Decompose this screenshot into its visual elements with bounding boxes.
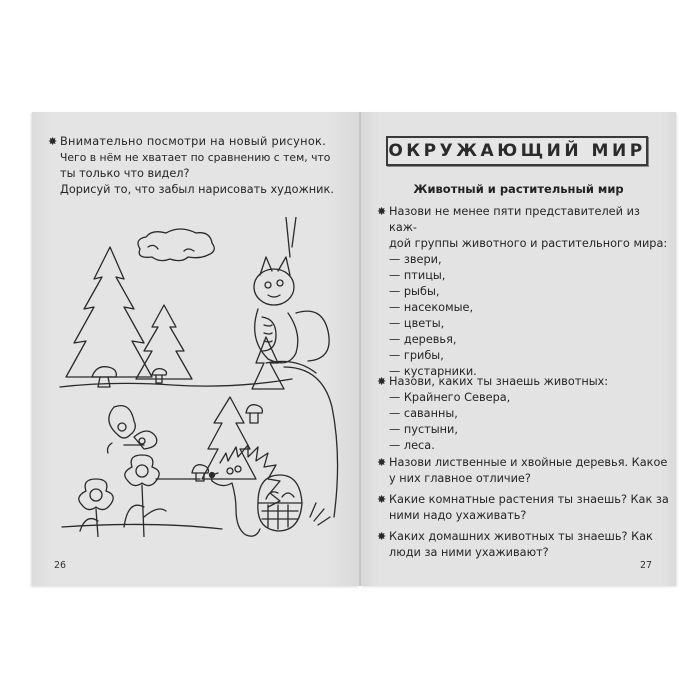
mushroom-icon (246, 405, 262, 423)
task-line: Дорисуй то, что забыл нарисовать художник. (60, 183, 334, 196)
task-name-representatives (377, 204, 669, 380)
fir-tree-icon (202, 397, 256, 479)
asterisk-star-icon: ✸ (48, 135, 58, 148)
list-item: — деревья, (389, 333, 457, 346)
mushroom-icon (152, 369, 167, 383)
left-page (32, 112, 359, 586)
task-line: у них главное отличие? (389, 472, 531, 485)
task-line: Каких домашних животных ты знаешь? Как (389, 530, 653, 543)
cloud-icon (138, 229, 214, 261)
task-line: ними надо ухаживать? (389, 509, 527, 522)
subtitle: Животный и растительный мир (413, 182, 624, 196)
list-item: — саванны, (389, 407, 458, 420)
forest-illustration (52, 217, 342, 537)
task-line: Чего в нём не хватает по сравнению с тем, что (60, 151, 331, 164)
asterisk-star-icon: ✸ (377, 530, 387, 543)
section-title: ОКРУЖАЮЩИЙ МИР (386, 136, 648, 166)
tree-trunk-icon (284, 217, 338, 517)
task-line: Какие комнатные растения ты знаешь? Как за (389, 493, 669, 506)
list-item: — леса. (389, 439, 435, 452)
group-list (389, 252, 669, 380)
list-item: — пустыни, (389, 423, 458, 436)
fir-tree-icon (136, 305, 192, 379)
right-page (361, 112, 676, 586)
page-number-left: 26 (54, 560, 67, 571)
list-item: — грибы, (389, 349, 444, 362)
fir-tree-icon (66, 247, 152, 377)
task-line: дой группы животного и растительного мира: (389, 237, 668, 250)
mushroom-basket-icon (258, 475, 302, 531)
task-pets (377, 529, 669, 561)
asterisk-star-icon: ✸ (377, 456, 387, 469)
list-item: — цветы, (389, 317, 445, 330)
open-workbook (32, 112, 676, 586)
squirrel-icon (254, 257, 329, 373)
asterisk-star-icon: ✸ (377, 205, 387, 218)
task-line: Назови, каких ты знаешь животных: (389, 375, 609, 388)
task-line: Назови лиственные и хвойные деревья. Какое (389, 456, 668, 469)
asterisk-star-icon: ✸ (377, 375, 387, 388)
habitat-list (389, 390, 669, 454)
list-item: — птицы, (389, 269, 446, 282)
task-trees (377, 455, 669, 487)
asterisk-star-icon: ✸ (377, 493, 387, 506)
list-item: — рыбы, (389, 285, 440, 298)
task-line: Внимательно посмотри на новый рисунок. (60, 135, 327, 148)
task-name-animals-by-habitat (377, 374, 669, 454)
flower-icon (79, 479, 113, 537)
list-item: — звери, (389, 253, 442, 266)
list-item: — насекомые, (389, 301, 474, 314)
task-line: Назови не менее пяти представителей из каж- (389, 205, 640, 234)
list-item: — кустарники. (389, 365, 477, 378)
task-line: ты только что видел? (60, 167, 190, 180)
task-line: люди за ними ухаживают? (389, 546, 549, 559)
page-number-right: 27 (640, 560, 653, 571)
task-houseplants (377, 492, 669, 524)
list-item: — Крайнего Севера, (389, 391, 511, 404)
butterfly-icon (108, 406, 157, 453)
left-task (48, 134, 352, 198)
